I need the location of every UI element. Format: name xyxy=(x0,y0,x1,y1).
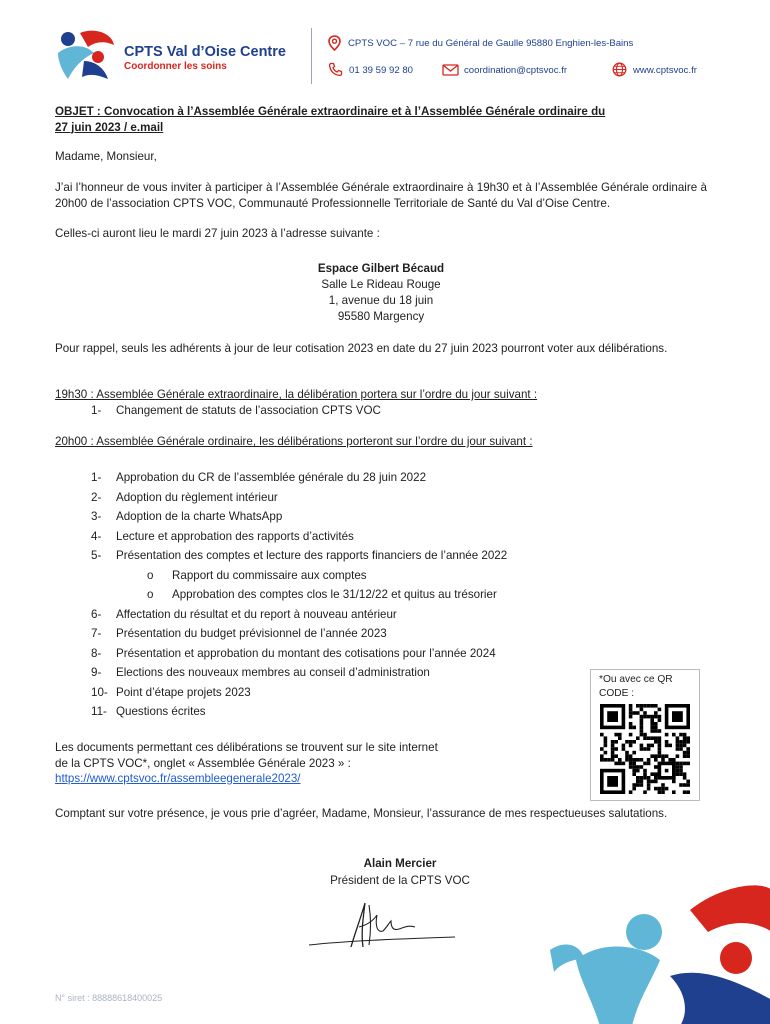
location-pin-icon xyxy=(328,35,341,51)
list-item-text: Elections des nouveaux membres au conseil d’administration xyxy=(116,666,430,679)
closing-paragraph: Comptant sur votre présence, je vous prie d’agréer, Madame, Monsieur, l’assurance de mes respectueuses salutations. xyxy=(55,807,668,820)
list-item-text: Présentation des comptes et lecture des rapports financiers de l’année 2022 xyxy=(116,549,508,562)
envelope-icon xyxy=(442,64,459,76)
list-item-number: 3- xyxy=(91,510,102,523)
list-item-text: Changement de statuts de l’association CPTS VOC xyxy=(116,404,381,417)
venue-city: 95580 Margency xyxy=(337,310,425,323)
sub-list-item-text: Approbation des comptes clos le 31/12/22 et quitus au trésorier xyxy=(172,588,497,601)
subject-line: OBJET : Convocation à l’Assemblée Générale extraordinaire et à l’Assemblée Générale ordinaire du 27 juin 2023 / e.mail xyxy=(55,105,606,134)
list-item-number: 1- xyxy=(91,471,102,484)
list-item-text: Adoption du règlement intérieur xyxy=(116,490,278,504)
ago-heading: 20h00 : Assemblée Générale ordinaire, les délibérations porteront sur l’ordre du jour suivant : xyxy=(55,435,533,448)
header-divider xyxy=(311,28,312,84)
age-heading: 19h30 : Assemblée Générale extraordinaire, la délibération portera sur l’ordre du jour suivant : xyxy=(55,388,538,401)
contact-website[interactable]: www.cptsvoc.fr xyxy=(633,65,697,76)
handwritten-signature xyxy=(305,897,465,955)
sub-bullet-icon: o xyxy=(147,588,154,601)
reminder-paragraph: Pour rappel, seuls les adhérents à jour de leur cotisation 2023 en date du 27 juin 2023 pourront voter aux délibérations. xyxy=(55,342,668,355)
sub-bullet-icon: o xyxy=(147,568,154,582)
phone-icon xyxy=(328,62,343,77)
list-item-text: Questions écrites xyxy=(116,705,206,718)
globe-icon xyxy=(612,62,627,77)
venue-room: Salle Le Rideau Rouge xyxy=(321,278,441,291)
list-item-number: 4- xyxy=(91,529,102,543)
list-item-text: Présentation du budget prévisionnel de l’année 2023 xyxy=(116,627,387,640)
list-item-number: 9- xyxy=(91,666,102,679)
list-item-number: 6- xyxy=(91,607,102,621)
venue-name: Espace Gilbert Bécaud xyxy=(317,262,445,275)
list-item-text: Lecture et approbation des rapports d’activités xyxy=(116,529,354,543)
contact-address: CPTS VOC – 7 rue du Général de Gaulle 95880 Enghien-les-Bains xyxy=(348,38,634,49)
documents-paragraph: Les documents permettant ces délibérations se trouvent sur le site internet de la CPTS VOC*, onglet « Assemblée Générale 2023 » : https://www.cptsvoc.fr/assembleegenerale2023/ xyxy=(55,741,438,785)
qr-code[interactable] xyxy=(597,704,693,794)
list-item-number: 7- xyxy=(91,627,102,640)
list-item-number: 11- xyxy=(91,705,107,718)
agm-documents-link[interactable]: https://www.cptsvoc.fr/assembleegenerale2023/ xyxy=(55,772,301,785)
list-item-number: 5- xyxy=(91,549,102,562)
signer-name: Alain Mercier xyxy=(363,857,437,870)
list-item-text: Adoption de la charte WhatsApp xyxy=(116,510,283,523)
list-item-number: 10- xyxy=(91,685,108,699)
list-item-number: 1- xyxy=(91,404,102,417)
sub-list-item-text: Rapport du commissaire aux comptes xyxy=(172,568,367,582)
decorative-brand-shapes xyxy=(540,880,770,1024)
contact-phone: 01 39 59 92 80 xyxy=(349,65,414,76)
list-item-number: 2- xyxy=(91,490,102,504)
contact-email[interactable]: coordination@cptsvoc.fr xyxy=(464,65,568,76)
venue-intro: Celles-ci auront lieu le mardi 27 juin 2023 à l’adresse suivante : xyxy=(55,227,380,240)
brand-tagline: Coordonner les soins xyxy=(124,61,227,72)
intro-paragraph: J’ai l’honneur de vous inviter à participer à l’Assemblée Générale extraordinaire à 19h30 et à l’Assemblée Générale ordinaire à 20h00 de l’association CPTS VOC, Communauté Professionnelle Territoriale de Santé du Val d’Oise Centre. xyxy=(55,181,707,210)
list-item-number: 8- xyxy=(91,646,102,660)
venue-street: 1, avenue du 18 juin xyxy=(328,294,434,307)
cpts-logo xyxy=(54,27,118,83)
list-item-text: Approbation du CR de l’assemblée générale du 28 juin 2022 xyxy=(116,471,427,484)
qr-caption: *Ou avec ce QR CODE : xyxy=(599,674,673,699)
list-item-text: Point d’étape projets 2023 xyxy=(116,685,251,699)
brand-name: CPTS Val d’Oise Centre xyxy=(124,44,286,60)
salutation: Madame, Monsieur, xyxy=(55,150,157,163)
list-item-text: Affectation du résultat et du report à nouveau antérieur xyxy=(116,607,397,621)
signer-title: Président de la CPTS VOC xyxy=(330,874,470,887)
siret-number: N° siret : 88888618400025 xyxy=(55,993,163,1003)
list-item-text: Présentation et approbation du montant des cotisations pour l’année 2024 xyxy=(116,646,496,660)
